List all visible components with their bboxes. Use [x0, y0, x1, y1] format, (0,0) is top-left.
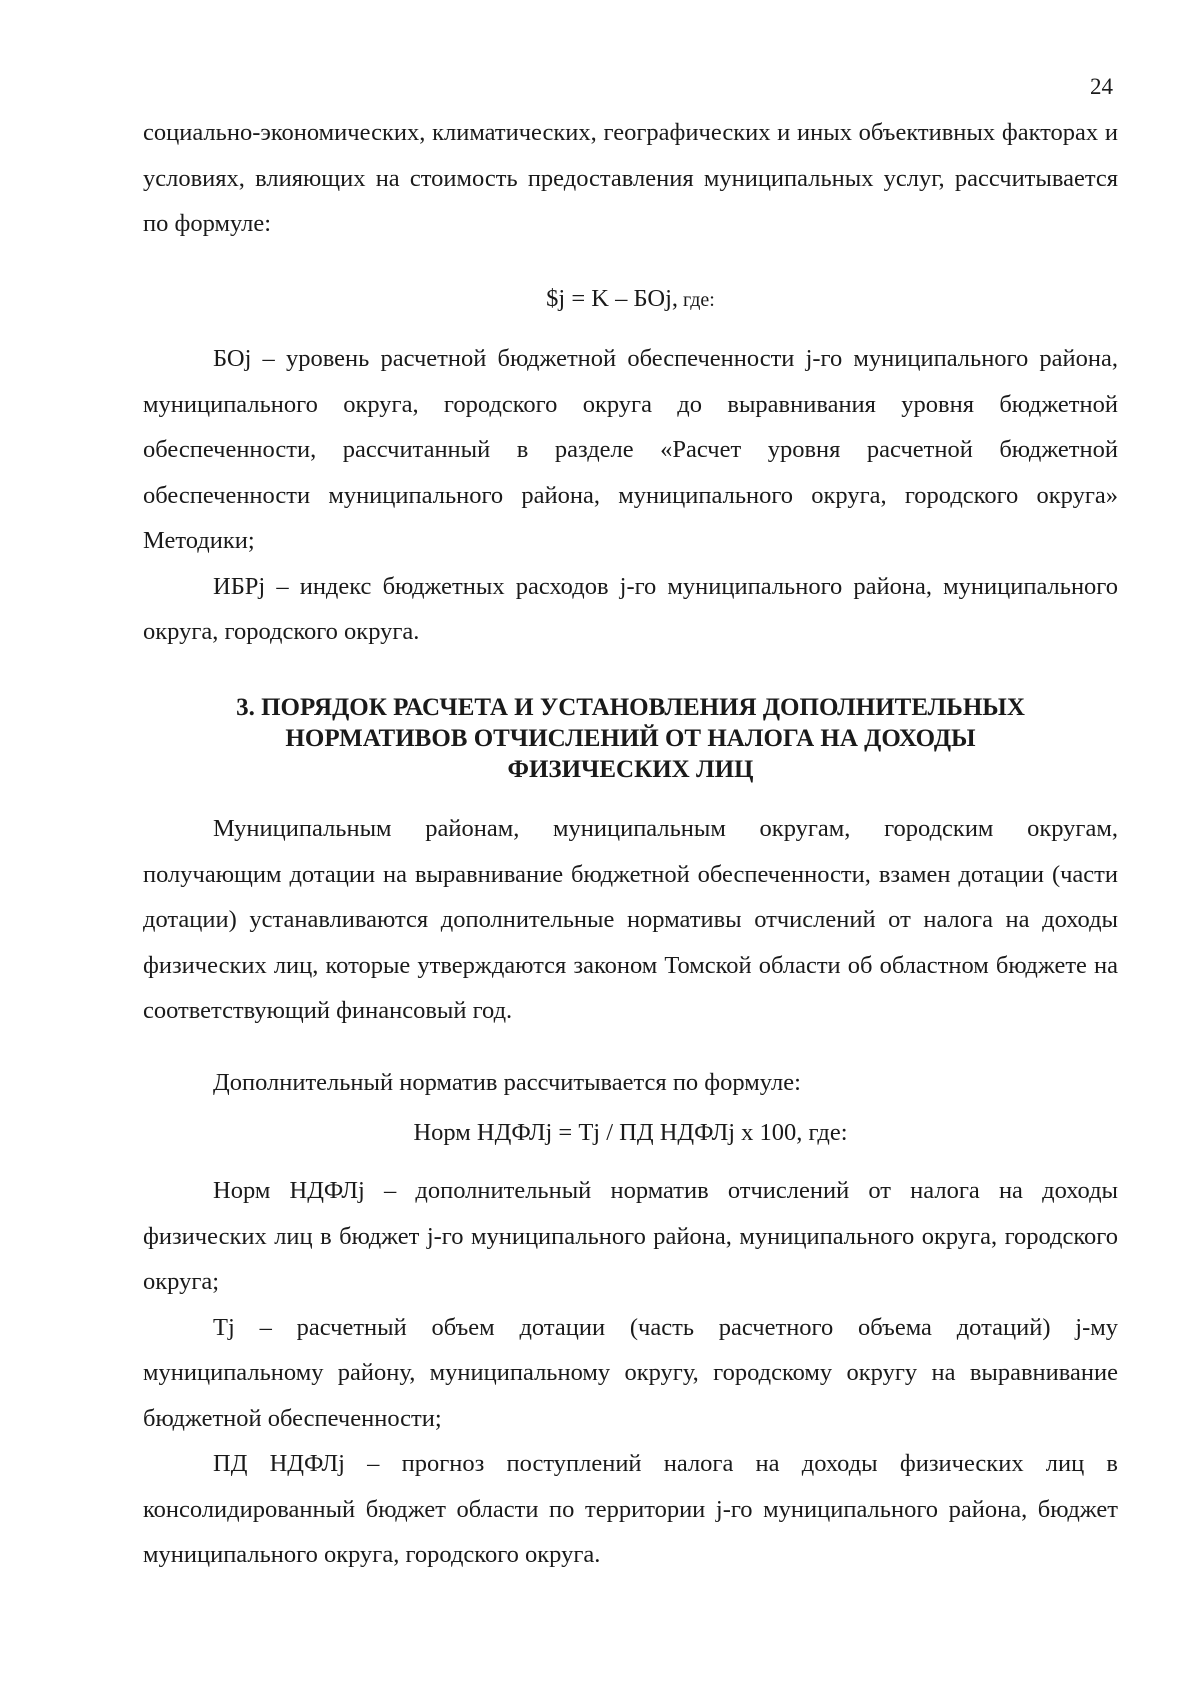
section-heading-line-2: НОРМАТИВОВ ОТЧИСЛЕНИЙ ОТ НАЛОГА НА ДОХОДЫ: [285, 725, 976, 752]
definition-tj: Тj – расчетный объем дотации (часть расчетного объема дотаций) j-му муниципальному району, муниципальному округу, городскому округу на выравнивание бюджетной обеспеченности;: [143, 1313, 1118, 1432]
definition-ibr: ИБРj – индекс бюджетных расходов j-го муниципального района, муниципального округа, городского округа.: [143, 572, 1118, 645]
section-paragraph: Муниципальным районам, муниципальным округам, городским округам, получающим дотации на выравнивание бюджетной обеспеченности, взамен дотации (части дотации) устанавливаются дополнительные нормативы отчислений от налога на доходы физических лиц, которые утверждаются законом Томской области об областном бюджете на соответствующий финансовый год.: [143, 815, 1118, 1024]
formula-equalization: [143, 285, 1118, 313]
definition-pd-ndfl: ПД НДФЛj – прогноз поступлений налога на доходы физических лиц в консолидированный бюджет области по территории j-го муниципального района, бюджет муниципального округа, городского округа.: [143, 1450, 1118, 1568]
formula-intro: Дополнительный норматив рассчитывается по формуле:: [213, 1069, 801, 1096]
intro-paragraph: социально-экономических, климатических, географических и иных объективных факторах и условиях, влияющих на стоимость предоставления муниципальных услуг, рассчитывается по формуле:: [143, 119, 1118, 237]
section-heading-line-1: 3. ПОРЯДОК РАСЧЕТА И УСТАНОВЛЕНИЯ ДОПОЛНИТЕЛЬНЫХ: [236, 694, 1025, 721]
section-body: [143, 806, 1118, 1034]
formula-ndfl: Норм НДФЛj = Тj / ПД НДФЛj х 100, где:: [413, 1119, 848, 1146]
page-number: 24: [1090, 74, 1113, 99]
definition-norm-ndfl: Норм НДФЛj – дополнительный норматив отчислений от налога на доходы физических лиц в бюджет j-го муниципального района, муниципального округа, городского округа;: [143, 1177, 1118, 1295]
formula-equalization-suffix: где:: [678, 289, 715, 311]
section-heading-line-3: ФИЗИЧЕСКИХ ЛИЦ: [507, 756, 754, 783]
formula-equalization-expression: $j = K – БОj,: [546, 285, 678, 312]
intro-block: [143, 110, 1118, 247]
definition-bo: БОj – уровень расчетной бюджетной обеспеченности j-го муниципального района, муниципального округа, городского округа до выравнивания уровня бюджетной обеспеченности, рассчитанный в разделе «Расчет уровня расчетной бюджетной обеспеченности муниципального района, муниципального округа, городского округа» Методики;: [143, 345, 1118, 554]
section-heading: [143, 692, 1118, 785]
formula-intro-block: [143, 1060, 1118, 1106]
definitions-block-2: [143, 1168, 1118, 1578]
definitions-block-1: [143, 336, 1118, 655]
